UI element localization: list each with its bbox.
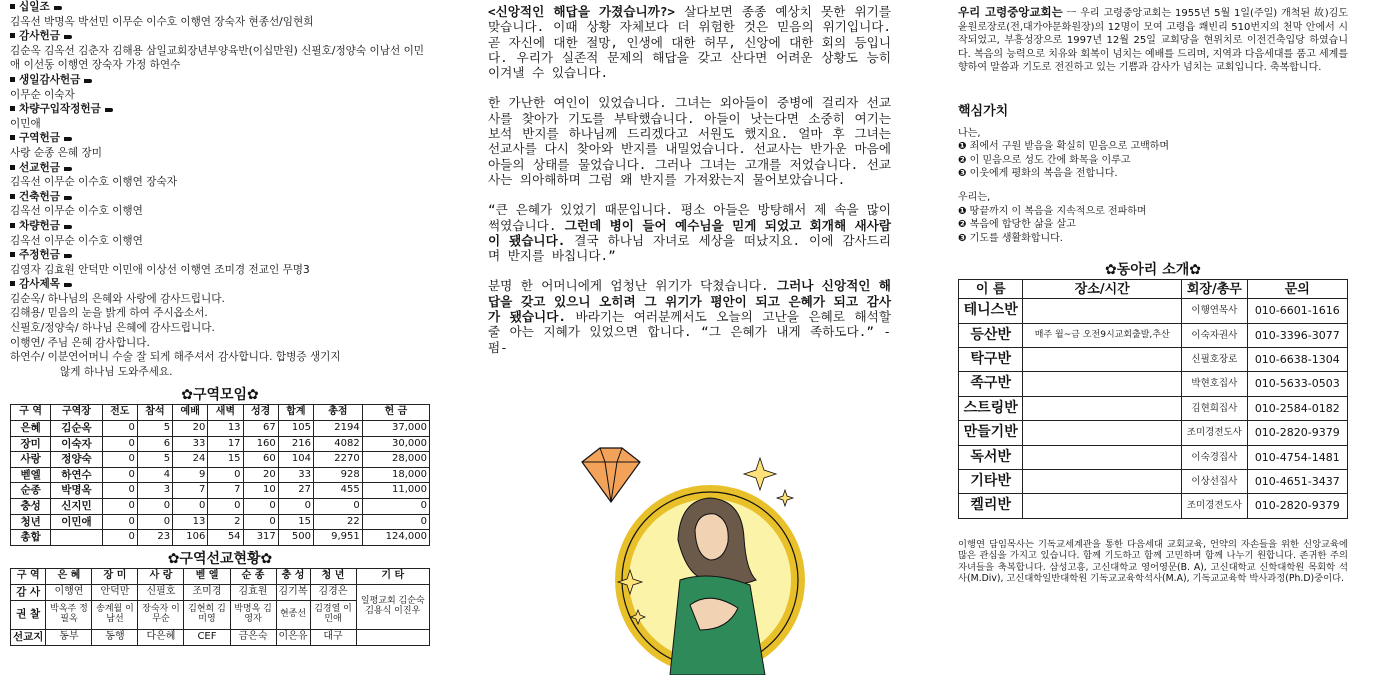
district-cell: 벧엘: [11, 467, 51, 483]
club-leader: 이행연목사: [1182, 299, 1247, 323]
district-cell: 22: [314, 514, 363, 530]
values-title: 핵심가치: [958, 103, 1009, 119]
club-phone: 010-2820-9379: [1247, 421, 1347, 445]
district-cell: 317: [243, 530, 278, 546]
value-item: [958, 205, 1348, 219]
offering-names: 김순옥 김옥선 김춘자 김해용 삼일교회장년부양육반(이십만원) 신필호/정양숙 이남선 이민애 이선동 이행연 장숙자 가정 하연수: [10, 44, 425, 72]
mission-cell: 김효원: [230, 584, 276, 600]
district-cell: 37,000: [362, 421, 429, 437]
district-cell: 0: [243, 499, 278, 515]
district-cell: 30,000: [362, 436, 429, 452]
bullet-square-icon: [10, 77, 15, 82]
district-table: [10, 404, 430, 545]
district-cell: 928: [314, 467, 363, 483]
district-header-cell: 총점: [314, 405, 363, 421]
bullet-square-icon: [10, 106, 15, 111]
mission-cell: 조미경: [184, 584, 230, 600]
mission-header-cell: 구 역: [11, 568, 46, 584]
offering-names: 김옥선 이무순 이수호 이행연: [10, 234, 143, 247]
bullet-square-icon: [10, 4, 15, 9]
offering-heading: [10, 219, 430, 234]
bullet-tail-icon: [64, 283, 72, 287]
club-schedule: [1023, 494, 1182, 518]
district-header-cell: 구 역: [11, 405, 51, 421]
bullet-tail-icon: [105, 108, 113, 112]
table-row: [11, 467, 430, 483]
value-item: [958, 140, 1348, 154]
district-header-cell: 예배: [173, 405, 208, 421]
mission-cell: 신필호: [138, 584, 184, 600]
district-cell: 이민애: [51, 514, 102, 530]
offering-names: 이민애: [10, 117, 41, 130]
mission-cell: 박옥주 정필옥: [46, 600, 92, 629]
mission-cell: 이행연: [46, 584, 92, 600]
district-cell: 0: [362, 514, 429, 530]
table-row: [959, 372, 1348, 396]
number-badge-icon: ❶: [958, 205, 967, 217]
table-row: [11, 483, 430, 499]
district-cell: 124,000: [362, 530, 429, 546]
thanks-line: 하연수/ 이분연어머니 수술 잘 되게 해주셔서 감사합니다. 합병증 생기지: [10, 351, 341, 364]
number-badge-icon: ❸: [958, 168, 967, 180]
thanks-line: 이행연/ 주님 은혜 감사합니다.: [10, 336, 150, 349]
bullet-square-icon: [10, 135, 15, 140]
value-item: [958, 232, 1348, 246]
offering-names: 김옥선 박명옥 박선민 이무순 이수호 이행연 장숙자 현종선/임현희: [10, 15, 314, 28]
district-cell: 33: [173, 436, 208, 452]
thanks-line: 김순옥/ 하나님의 은혜와 사랑에 감사드립니다.: [10, 292, 225, 305]
district-header-cell: 전도: [102, 405, 137, 421]
thanks-line: 않게 하나님 도와주세요.: [60, 365, 173, 378]
district-table-header: [11, 405, 430, 421]
district-cell: 20: [173, 421, 208, 437]
club-schedule: [1023, 445, 1182, 469]
values-we-list: [958, 205, 1348, 246]
district-cell: 33: [278, 467, 313, 483]
value-text: 땅끝까지 이 복음을 지속적으로 전파하며: [969, 205, 1147, 217]
values-i-list: [958, 140, 1348, 181]
district-cell: 0: [137, 514, 172, 530]
district-cell: 이숙자: [51, 436, 102, 452]
district-cell: 27: [278, 483, 313, 499]
club-schedule: [1023, 470, 1182, 494]
club-schedule: [1023, 299, 1182, 323]
district-cell: 2270: [314, 452, 363, 468]
club-name: 등산반: [959, 323, 1023, 347]
club-schedule: [1023, 421, 1182, 445]
mission-header-cell: 기 타: [356, 568, 429, 584]
club-leader: 이상선집사: [1182, 470, 1247, 494]
clubs-header-cell: 장소/시간: [1023, 280, 1182, 299]
table-row: [959, 470, 1348, 494]
mission-cell: 일평교회 김순숙 김용식 이진우: [356, 584, 429, 629]
district-cell: 11,000: [362, 483, 429, 499]
district-cell: 13: [208, 421, 243, 437]
offering-title: 차량헌금: [19, 219, 60, 232]
offering-names: 김옥선 이무순 이수호 이행연: [10, 205, 143, 218]
club-schedule: [1023, 372, 1182, 396]
mission-cell: 현종선: [276, 600, 310, 629]
mission-cell: CEF: [184, 629, 230, 645]
mission-cell: 김경은: [310, 584, 356, 600]
club-leader: 조미경전도사: [1182, 494, 1247, 518]
clubs-table-body: [959, 299, 1348, 519]
mission-cell: 장숙자 이무순: [138, 600, 184, 629]
district-cell: 4: [137, 467, 172, 483]
mission-cell: 동부: [46, 629, 92, 645]
district-cell: 216: [278, 436, 313, 452]
church-info-column: [958, 6, 1348, 585]
bullet-square-icon: [10, 194, 15, 199]
district-cell: 박명옥: [51, 483, 102, 499]
bullet-square-icon: [10, 165, 15, 170]
value-item: [958, 167, 1348, 181]
mission-header-cell: 사 랑: [138, 568, 184, 584]
offering-names: 사랑 순종 은혜 장미: [10, 146, 102, 159]
club-phone: 010-2584-0182: [1247, 396, 1347, 420]
bullet-tail-icon: [84, 79, 92, 83]
offering-names: 김영자 김효원 안덕만 이민애 이상선 이행연 조미경 전교인 무명3: [10, 263, 310, 276]
club-name: 기타반: [959, 470, 1023, 494]
table-row: [11, 629, 430, 645]
mission-row-label: 권 찰: [11, 600, 46, 629]
district-cell: 0: [208, 467, 243, 483]
value-text: 복음에 합당한 삶을 살고: [969, 219, 1076, 231]
district-cell: 3: [137, 483, 172, 499]
district-cell: 67: [243, 421, 278, 437]
table-row: [11, 421, 430, 437]
district-cell: 54: [208, 530, 243, 546]
offering-title: 선교헌금: [19, 161, 60, 174]
club-phone: 010-5633-0503: [1247, 372, 1347, 396]
club-leader: 신필호장로: [1182, 348, 1247, 372]
district-cell: 15: [278, 514, 313, 530]
number-badge-icon: ❶: [958, 141, 967, 153]
district-cell: 104: [278, 452, 313, 468]
mission-header-cell: 순 종: [230, 568, 276, 584]
club-name: 만들기반: [959, 421, 1023, 445]
bullet-square-icon: [10, 281, 15, 286]
district-cell: 하연수: [51, 467, 102, 483]
district-cell: 0: [314, 499, 363, 515]
mission-header-cell: 청 년: [310, 568, 356, 584]
mission-row-label: 감 사: [11, 584, 46, 600]
bullet-tail-icon: [64, 225, 72, 229]
mission-cell: 동행: [92, 629, 138, 645]
district-title: ✿구역모임✿: [181, 387, 259, 404]
thanks-heading: 감사제목: [10, 277, 430, 292]
offering-names: 이무순 이숙자: [10, 88, 75, 101]
offering-title: 감사헌금: [19, 30, 60, 43]
table-row: [959, 323, 1348, 347]
offering-title: 차량구입작정헌금: [19, 103, 101, 116]
mission-cell: 송계월 이남선: [92, 600, 138, 629]
clubs-header-cell: 문의: [1247, 280, 1347, 299]
clubs-table: [958, 279, 1348, 519]
offering-title: 십일조: [19, 1, 50, 13]
district-cell: 7: [208, 483, 243, 499]
bullet-tail-icon: [64, 196, 72, 200]
mission-header-cell: 은 혜: [46, 568, 92, 584]
club-phone: 010-6601-1616: [1247, 299, 1347, 323]
offering-title: 구역헌금: [19, 132, 60, 145]
table-row: [11, 530, 430, 546]
value-text: 죄에서 구원 받음을 확실히 믿음으로 고백하며: [969, 141, 1170, 153]
district-cell: 455: [314, 483, 363, 499]
value-item: [958, 218, 1348, 232]
gem-icon: [582, 448, 640, 502]
offering-title: 주정헌금: [19, 249, 60, 262]
district-cell: 0: [102, 499, 137, 515]
value-text: 이 믿음으로 성도 간에 화목을 이루고: [969, 154, 1131, 166]
district-cell: 7: [173, 483, 208, 499]
club-schedule: 매주 월~금 오전9시교회출발,추산: [1023, 323, 1182, 347]
district-cell: 15: [208, 452, 243, 468]
number-badge-icon: ❸: [958, 232, 967, 244]
district-cell: 13: [173, 514, 208, 530]
district-cell: 순종: [11, 483, 51, 499]
district-cell: 0: [102, 452, 137, 468]
district-cell: 0: [278, 499, 313, 515]
district-cell: 23: [137, 530, 172, 546]
district-cell: 2: [208, 514, 243, 530]
mission-cell: 금은숙: [230, 629, 276, 645]
table-row: [959, 299, 1348, 323]
bullet-square-icon: [10, 252, 15, 257]
district-cell: 24: [173, 452, 208, 468]
district-cell: 6: [137, 436, 172, 452]
district-cell: 은혜: [11, 421, 51, 437]
mission-cell: 김경열 이민애: [310, 600, 356, 629]
district-cell: 2194: [314, 421, 363, 437]
club-leader: 박현호집사: [1182, 372, 1247, 396]
mission-row-label: 선교지: [11, 629, 46, 645]
district-cell: 0: [362, 499, 429, 515]
mission-table: [10, 568, 430, 646]
district-table-body: [11, 421, 430, 546]
district-header-cell: 성경: [243, 405, 278, 421]
thanks-line: 김해용/ 믿음의 눈을 밝게 하여 주시옵소서.: [10, 307, 208, 320]
district-cell: 사랑: [11, 452, 51, 468]
mission-header-cell: 벧 엘: [184, 568, 230, 584]
bullet-tail-icon: [54, 6, 62, 10]
district-cell: 160: [243, 436, 278, 452]
district-cell: 5: [137, 452, 172, 468]
district-cell: 0: [173, 499, 208, 515]
district-cell: 28,000: [362, 452, 429, 468]
offering-heading: [10, 161, 430, 176]
table-row: [11, 436, 430, 452]
sermon-intro: <신앙적인 해답을 가졌습니까?> 살다보면 종종 예상치 못한 위기를 맞습니다. 이때 상황 자체보다 더 위험한 것은 믿음의 위기입니다. 곧 자신에 대한 절망, 인생에 대한 허무, 신앙에 대한 회의 등입니다. 우리가 실존적 문제의 해답을 갖고 산다면 어려운 상황도 능히 이겨낼 수 있습니다.: [488, 4, 891, 81]
mission-cell: 안덕만: [92, 584, 138, 600]
district-cell: 9: [173, 467, 208, 483]
district-header-cell: 헌 금: [362, 405, 429, 421]
district-cell: 0: [208, 499, 243, 515]
table-row: [11, 499, 430, 515]
district-cell: 106: [173, 530, 208, 546]
values-i-label: 나는,: [958, 127, 981, 139]
church-intro: 우리 고령중앙교회는 ㅡ 우리 고령중앙교회는 1955년 5월 1일(주일) 개척된 故)김도윤원로장로(전,대가야문화원장)의 12명이 모여 고령읍 쾌빈리 510번지의 천막 안에서 시작되었고, 부흥성장으로 1997년 12월 25일 교회당을 현위치로 이전건축입당 하였습니다. 복음의 능력으로 치유와 회복이 넘치는 예배를 드리며, 지역과 다음세대를 품고 세계를 향하여 말씀과 기도로 전진하고 있는 기쁨과 감사가 넘치는 교회입니다. 축복합니다.: [958, 5, 1348, 74]
table-row: [959, 494, 1348, 518]
sermon-paragraph-2: 한 가난한 여인이 있었습니다. 그녀는 외아들이 중병에 걸리자 선교사를 찾아가 기도를 부탁했습니다. 아들이 낫는다면 소중히 여기는 보석 반지를 하나님께 드리겠다고 서원도 했지요. 얼마 후 그녀는 선교사를 다시 찾아와 반지를 내밀었습니다. 선교사는 반가운 마음에 아들의 상태를 물었습니다. 그러나 그녀는 고개를 저었습니다. 선교사는 의아해하며 그럼 왜 반지를 가져왔는지 물어보았습니다.: [488, 95, 891, 187]
praying-woman-illustration: [560, 430, 840, 675]
sermon-paragraph-4: 분명 한 어머니에게 엄청난 위기가 닥쳤습니다. 그러나 신앙적인 해답을 갖고 있으니 오히려 그 위기가 평안이 되고 은혜가 되고 감사가 됐습니다. 바라기는 여러분께서도 오늘의 고난을 은혜로 해석할 줄 아는 지혜가 있었으면 합니다. “그 은혜가 내게 족하도다.” -펌-: [488, 278, 891, 355]
district-cell: 0: [102, 421, 137, 437]
district-cell: 18,000: [362, 467, 429, 483]
club-schedule: [1023, 348, 1182, 372]
offering-heading: [10, 73, 430, 88]
bullet-tail-icon: [64, 254, 72, 258]
clubs-header-cell: 회장/총무: [1182, 280, 1247, 299]
district-cell: 청년: [11, 514, 51, 530]
offerings-list: [10, 0, 430, 277]
sermon-column: [488, 4, 891, 370]
club-leader: 이숙경집사: [1182, 445, 1247, 469]
district-cell: 총합: [11, 530, 51, 546]
table-row: [11, 514, 430, 530]
mission-cell: 김현희 김미영: [184, 600, 230, 629]
district-header-cell: 새벽: [208, 405, 243, 421]
district-cell: 20: [243, 467, 278, 483]
district-cell: 김순옥: [51, 421, 102, 437]
number-badge-icon: ❷: [958, 219, 967, 231]
club-phone: 010-3396-3077: [1247, 323, 1347, 347]
district-cell: [51, 530, 102, 546]
mission-cell: 다은혜: [138, 629, 184, 645]
district-cell: 17: [208, 436, 243, 452]
table-row: [11, 452, 430, 468]
district-cell: 10: [243, 483, 278, 499]
district-cell: 0: [102, 483, 137, 499]
club-name: 테니스반: [959, 299, 1023, 323]
club-schedule: [1023, 396, 1182, 420]
value-item: [958, 154, 1348, 168]
mission-cell: 이은유: [276, 629, 310, 645]
bullet-square-icon: [10, 223, 15, 228]
mission-cell: 박명옥 김영자: [230, 600, 276, 629]
club-phone: 010-4754-1481: [1247, 445, 1347, 469]
thanks-line: 신필호/정양숙/ 하나님 은혜에 감사드립니다.: [10, 322, 215, 335]
offering-heading: [10, 29, 430, 44]
club-name: 스트링반: [959, 396, 1023, 420]
mission-cell: 김기복: [276, 584, 310, 600]
bullet-tail-icon: [64, 167, 72, 171]
value-text: 이웃에게 평화의 복음을 전합니다.: [969, 168, 1118, 180]
district-cell: 0: [102, 467, 137, 483]
district-header-cell: 참석: [137, 405, 172, 421]
club-name: 독서반: [959, 445, 1023, 469]
offering-names: 김옥선 이무순 이수호 이행연 장숙자: [10, 176, 177, 189]
district-cell: 0: [102, 514, 137, 530]
district-cell: 105: [278, 421, 313, 437]
table-row: [959, 445, 1348, 469]
district-cell: 4082: [314, 436, 363, 452]
sermon-title: <신앙적인 해답을 가졌습니까?>: [488, 4, 675, 19]
clubs-table-header: [959, 280, 1348, 299]
district-cell: 5: [137, 421, 172, 437]
district-cell: 0: [102, 436, 137, 452]
mission-table-header: [11, 568, 430, 584]
bullet-tail-icon: [64, 35, 72, 39]
club-phone: 010-4651-3437: [1247, 470, 1347, 494]
mission-header-cell: 충 성: [276, 568, 310, 584]
value-text: 기도를 생활화합니다.: [969, 232, 1063, 244]
number-badge-icon: ❷: [958, 154, 967, 166]
sermon-paragraph-3: “큰 은혜가 있었기 때문입니다. 평소 아들은 방탕해서 제 속을 많이 썩였습니다. 그런데 병이 들어 예수님을 믿게 되었고 회개해 새사람이 됐습니다. 결국 하나님 자녀로 세상을 떠났지요. 이에 감사드리며 반지를 바칩니다.”: [488, 202, 891, 264]
club-name: 족구반: [959, 372, 1023, 396]
mission-table-body: [11, 584, 430, 645]
district-cell: 0: [243, 514, 278, 530]
district-cell: 0: [102, 530, 137, 546]
district-cell: 0: [137, 499, 172, 515]
table-row: [11, 584, 430, 600]
offerings-column: [10, 0, 430, 646]
district-cell: 장미: [11, 436, 51, 452]
district-cell: 정양숙: [51, 452, 102, 468]
club-phone: 010-2820-9379: [1247, 494, 1347, 518]
bullet-tail-icon: [64, 137, 72, 141]
mission-header-cell: 장 미: [92, 568, 138, 584]
table-row: [959, 348, 1348, 372]
club-leader: 이숙자권사: [1182, 323, 1247, 347]
clubs-title: ✿동아리 소개✿: [1105, 262, 1201, 279]
table-row: [959, 396, 1348, 420]
club-name: 켈리반: [959, 494, 1023, 518]
bullet-square-icon: [10, 33, 15, 38]
offering-heading: [10, 131, 430, 146]
offering-heading: [10, 102, 430, 117]
club-phone: 010-6638-1304: [1247, 348, 1347, 372]
mission-title: ✿구역선교현황✿: [167, 550, 273, 567]
district-cell: 충성: [11, 499, 51, 515]
clubs-header-cell: 이 름: [959, 280, 1023, 299]
district-header-cell: 합계: [278, 405, 313, 421]
district-cell: 신지민: [51, 499, 102, 515]
club-name: 탁구반: [959, 348, 1023, 372]
district-cell: 9,951: [314, 530, 363, 546]
values-we-label: 우리는,: [958, 191, 991, 203]
pastor-bio: 이행연 담임목사는 기독교세계관을 통한 다음세대 교회교육, 언약의 자손들을 위한 신앙교육에 많은 관심을 가지고 있습니다. 함께 기도하고 함께 고민하며 함께 나누기 원합니다. 존귀한 주의 자녀들을 축복합니다. 삼성고흥, 고신대학교 영어영문(B. A), 고신대학교 신학대학원 목회학 석사(M.Div), 고신대학일반대학원 기독교교육학석사(M.A), 기독교교육학 박사과정(Ph.D)중이다.: [958, 538, 1348, 585]
club-leader: 김현희집사: [1182, 396, 1247, 420]
offering-title: 건축헌금: [19, 190, 60, 203]
district-cell: 500: [278, 530, 313, 546]
mission-cell: 대구: [310, 629, 356, 645]
club-leader: 조미경전도사: [1182, 421, 1247, 445]
mission-cell: [356, 629, 429, 645]
district-header-cell: 구역장: [51, 405, 102, 421]
table-row: [959, 421, 1348, 445]
offering-heading: [10, 190, 430, 205]
offering-title: 생일감사헌금: [19, 73, 81, 86]
offering-heading: [10, 0, 430, 15]
thanks-list: [10, 292, 430, 380]
offering-heading: [10, 248, 430, 263]
district-cell: 60: [243, 452, 278, 468]
